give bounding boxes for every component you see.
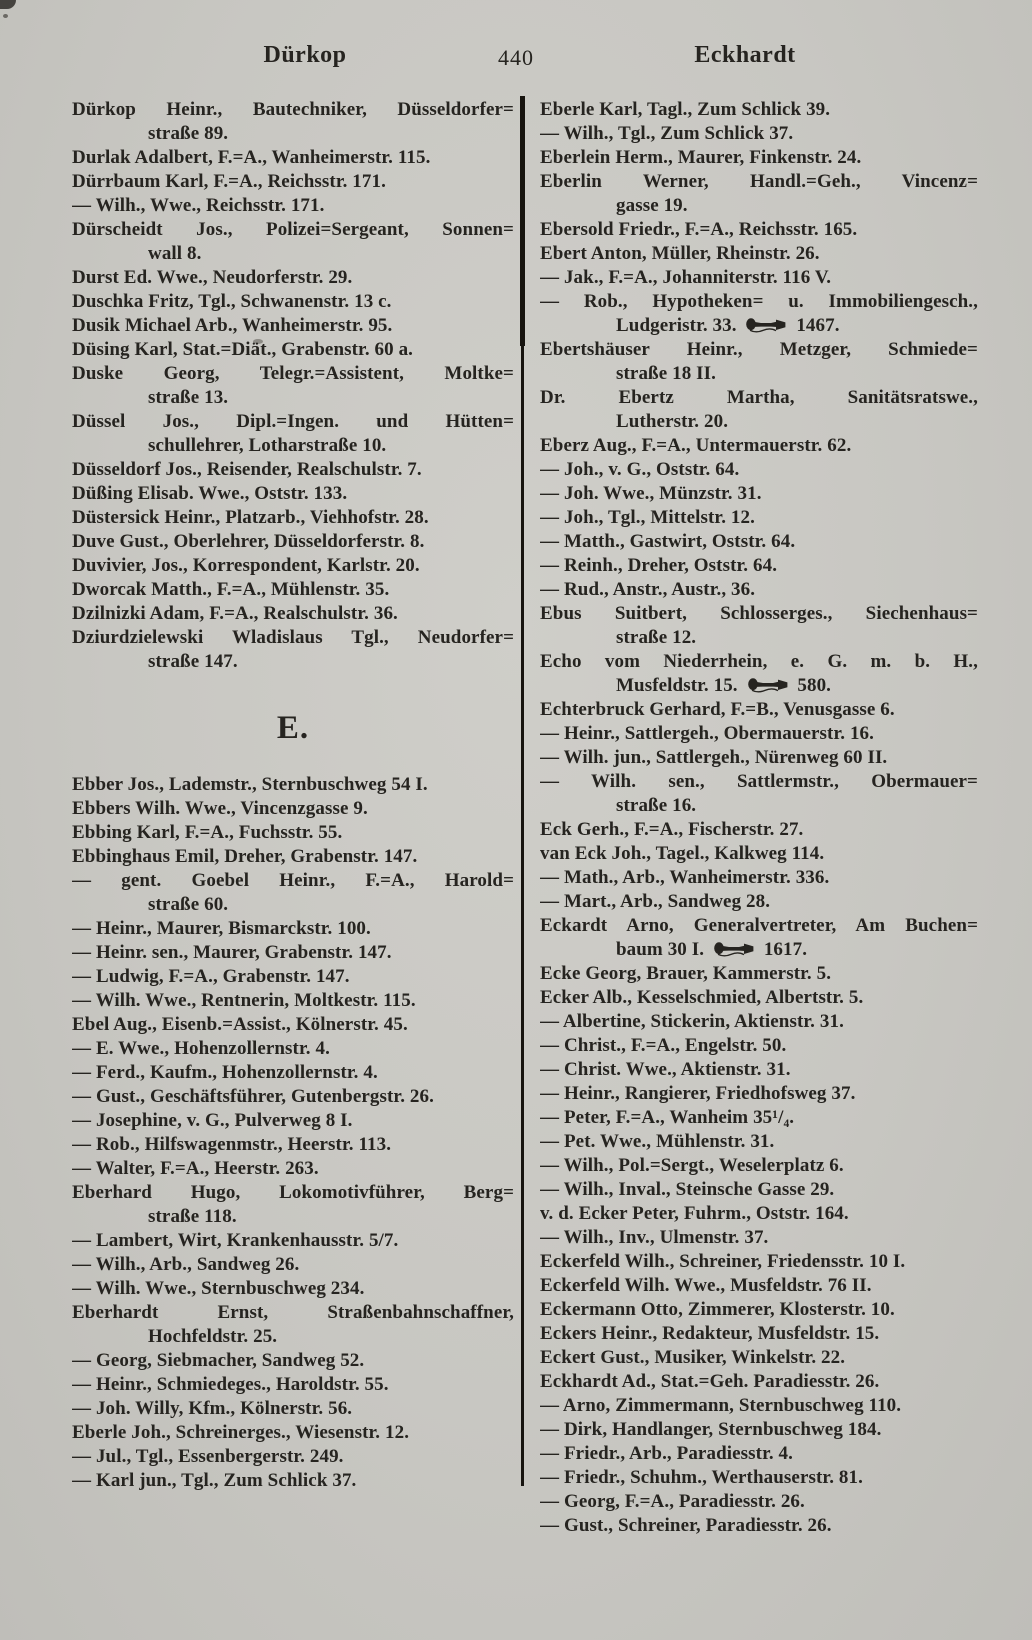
entry-line: Musfeldstr. 15. 580. bbox=[616, 675, 832, 696]
entry-line: — Georg, Siebmacher, Sandweg 52. bbox=[72, 1350, 365, 1371]
entry-line: Ebus Suitbert, Schlosserges., Siechenhaus= bbox=[540, 603, 978, 624]
entry-line: straße 147. bbox=[148, 651, 238, 672]
entry-line: Duschka Fritz, Tgl., Schwanenstr. 13 c. bbox=[72, 291, 392, 312]
entry-line: Eckers Heinr., Redakteur, Musfeldstr. 15. bbox=[540, 1323, 880, 1344]
entry-line: Durlak Adalbert, F.=A., Wanheimerstr. 115. bbox=[72, 147, 431, 168]
entry-line: — Wilh. Wwe., Rentnerin, Moltkestr. 115. bbox=[72, 990, 416, 1011]
entry-line: — Josephine, v. G., Pulverweg 8 I. bbox=[72, 1110, 353, 1131]
entry-line: straße 89. bbox=[148, 123, 229, 144]
directory-entry bbox=[540, 1466, 978, 1490]
directory-entry bbox=[540, 506, 978, 530]
entry-line: Dürkop Heinr., Bautechniker, Düsseldorfer= bbox=[72, 99, 514, 120]
directory-entry bbox=[72, 602, 514, 626]
entry-line: — Wilh. jun., Sattlergeh., Nürenweg 60 II. bbox=[540, 747, 888, 768]
entry-line: schullehrer, Lotharstraße 10. bbox=[148, 435, 387, 456]
directory-entry bbox=[72, 941, 514, 965]
entry-line: — Joh. Willy, Kfm., Kölnerstr. 56. bbox=[72, 1398, 353, 1419]
entry-line: Dusik Michael Arb., Wanheimerstr. 95. bbox=[72, 315, 393, 336]
entry-line: Duske Georg, Telegr.=Assistent, Moltke= bbox=[72, 363, 514, 384]
directory-column-right bbox=[540, 98, 978, 1538]
telephone-receiver-icon bbox=[746, 318, 786, 333]
entry-line: — Georg, F.=A., Paradiesstr. 26. bbox=[540, 1491, 805, 1512]
entry-line: Eckerfeld Wilh., Schreiner, Friedensstr. 10 I. bbox=[540, 1251, 906, 1272]
directory-entry bbox=[540, 1274, 978, 1298]
directory-entry bbox=[540, 242, 978, 266]
entry-line: Ebber Jos., Lademstr., Sternbuschweg 54 I. bbox=[72, 774, 428, 795]
entry-line: Duve Gust., Oberlehrer, Düsseldorferstr. 8. bbox=[72, 531, 425, 552]
entry-line: — Wilh. sen., Sattlermstr., Obermauer= bbox=[540, 771, 978, 792]
entry-line: — Rob., Hypotheken= u. Immobiliengesch., bbox=[540, 291, 978, 312]
entry-line: — Math., Arb., Wanheimerstr. 336. bbox=[540, 867, 830, 888]
directory-entry bbox=[540, 722, 978, 746]
entry-line: — Ludwig, F.=A., Grabenstr. 147. bbox=[72, 966, 350, 987]
directory-entry bbox=[540, 1202, 978, 1226]
entry-line: van Eck Joh., Tagel., Kalkweg 114. bbox=[540, 843, 825, 864]
page-number: 440 bbox=[498, 45, 534, 70]
entry-line: — Heinr., Sattlergeh., Obermauerstr. 16. bbox=[540, 723, 874, 744]
directory-entry bbox=[72, 1445, 514, 1469]
directory-entry bbox=[72, 218, 514, 266]
entry-line: — Wilh., Inv., Ulmenstr. 37. bbox=[540, 1227, 769, 1248]
entry-line: — Joh., v. G., Oststr. 64. bbox=[540, 459, 740, 480]
directory-entry bbox=[72, 458, 514, 482]
directory-entry bbox=[72, 554, 514, 578]
entry-line: — Wilh., Tgl., Zum Schlick 37. bbox=[540, 123, 794, 144]
directory-entry bbox=[72, 1229, 514, 1253]
entry-line: — Rob., Hilfswagenmstr., Heerstr. 113. bbox=[72, 1134, 392, 1155]
directory-entry bbox=[540, 1058, 978, 1082]
directory-entry bbox=[540, 842, 978, 866]
directory-entry bbox=[72, 1013, 514, 1037]
entry-line: Ludgeristr. 33. 1467. bbox=[616, 315, 840, 336]
entry-line: Eckardt Arno, Generalvertreter, Am Buchen= bbox=[540, 915, 978, 936]
entry-line: — Heinr. sen., Maurer, Grabenstr. 147. bbox=[72, 942, 392, 963]
directory-entry bbox=[540, 218, 978, 242]
directory-entry bbox=[540, 434, 978, 458]
directory-entry bbox=[540, 746, 978, 770]
directory-entry bbox=[72, 1469, 514, 1493]
directory-entry bbox=[540, 170, 978, 218]
entry-line: straße 12. bbox=[616, 627, 697, 648]
directory-entry bbox=[540, 914, 978, 962]
entry-line: v. d. Ecker Peter, Fuhrm., Oststr. 164. bbox=[540, 1203, 849, 1224]
directory-entry bbox=[72, 1037, 514, 1061]
directory-entry bbox=[72, 1421, 514, 1445]
column-divider-rule bbox=[521, 96, 524, 1486]
entry-line: — Heinr., Rangierer, Friedhofsweg 37. bbox=[540, 1083, 856, 1104]
entry-line: — Heinr., Schmiedeges., Haroldstr. 55. bbox=[72, 1374, 389, 1395]
directory-entry bbox=[540, 338, 978, 386]
entry-line: Eberlein Herm., Maurer, Finkenstr. 24. bbox=[540, 147, 862, 168]
directory-entry bbox=[540, 1418, 978, 1442]
directory-entry bbox=[540, 1322, 978, 1346]
directory-entry bbox=[540, 650, 978, 698]
directory-entry bbox=[540, 770, 978, 818]
directory-entry bbox=[72, 530, 514, 554]
scan-speck bbox=[3, 14, 8, 18]
directory-entry bbox=[72, 773, 514, 797]
directory-entry bbox=[540, 122, 978, 146]
entry-line: Dürscheidt Jos., Polizei=Sergeant, Sonnen= bbox=[72, 219, 514, 240]
directory-entry bbox=[72, 1133, 514, 1157]
entry-line: baum 30 I. 1617. bbox=[616, 939, 808, 960]
directory-entry bbox=[540, 1514, 978, 1538]
directory-entry bbox=[540, 266, 978, 290]
directory-entry bbox=[72, 917, 514, 941]
directory-entry bbox=[540, 1346, 978, 1370]
directory-entry bbox=[540, 458, 978, 482]
directory-entry bbox=[72, 1157, 514, 1181]
entry-line: Dworcak Matth., F.=A., Mühlenstr. 35. bbox=[72, 579, 390, 600]
entry-line: wall 8. bbox=[148, 243, 202, 264]
directory-entry bbox=[540, 1082, 978, 1106]
entry-line: Düstersick Heinr., Platzarb., Viehhofstr. 28. bbox=[72, 507, 429, 528]
directory-entry bbox=[72, 362, 514, 410]
entry-line: — E. Wwe., Hohenzollernstr. 4. bbox=[72, 1038, 330, 1059]
entry-line: Durst Ed. Wwe., Neudorferstr. 29. bbox=[72, 267, 353, 288]
scan-corner-artifact bbox=[0, 0, 16, 9]
directory-entry bbox=[72, 1253, 514, 1277]
entry-line: Düsseldorf Jos., Reisender, Realschulstr. 7. bbox=[72, 459, 422, 480]
directory-entry bbox=[540, 986, 978, 1010]
entry-line: — Christ., F.=A., Engelstr. 50. bbox=[540, 1035, 787, 1056]
directory-entry bbox=[540, 554, 978, 578]
directory-entry bbox=[72, 506, 514, 530]
entry-line: Duvivier, Jos., Korrespondent, Karlstr. 20. bbox=[72, 555, 420, 576]
entry-line: — Arno, Zimmermann, Sternbuschweg 110. bbox=[540, 1395, 902, 1416]
entry-line: — Joh. Wwe., Münzstr. 31. bbox=[540, 483, 762, 504]
entry-line: — Dirk, Handlanger, Sternbuschweg 184. bbox=[540, 1419, 882, 1440]
entry-line: straße 13. bbox=[148, 387, 229, 408]
directory-entry bbox=[540, 290, 978, 338]
section-heading: E. bbox=[276, 710, 310, 746]
entry-line: Ebert Anton, Müller, Rheinstr. 26. bbox=[540, 243, 820, 264]
entry-line: — Rud., Anstr., Austr., 36. bbox=[540, 579, 756, 600]
entry-line: — Friedr., Arb., Paradiesstr. 4. bbox=[540, 1443, 794, 1464]
directory-column-left bbox=[72, 98, 514, 1493]
entry-line: Ecker Alb., Kesselschmied, Albertstr. 5. bbox=[540, 987, 864, 1008]
entry-line: Ebel Aug., Eisenb.=Assist., Kölnerstr. 45. bbox=[72, 1014, 408, 1035]
telephone-receiver-icon bbox=[748, 678, 788, 693]
entry-line: — Friedr., Schuhm., Werthauserstr. 81. bbox=[540, 1467, 863, 1488]
directory-entry bbox=[72, 869, 514, 917]
directory-entry bbox=[540, 1250, 978, 1274]
directory-entry bbox=[540, 146, 978, 170]
directory-entry bbox=[540, 386, 978, 434]
entry-line: — Jak., F.=A., Johanniterstr. 116 V. bbox=[540, 267, 832, 288]
entry-line: — Peter, F.=A., Wanheim 35¹/₄. bbox=[540, 1107, 795, 1128]
entry-line: — Wilh., Arb., Sandweg 26. bbox=[72, 1254, 300, 1275]
directory-entry bbox=[72, 1061, 514, 1085]
directory-entry bbox=[72, 845, 514, 869]
entry-line: Ebbers Wilh. Wwe., Vincenzgasse 9. bbox=[72, 798, 368, 819]
directory-entry bbox=[72, 410, 514, 458]
directory-entry bbox=[540, 1178, 978, 1202]
entry-line: Ebbinghaus Emil, Dreher, Grabenstr. 147. bbox=[72, 846, 418, 867]
entry-line: Dzilnizki Adam, F.=A., Realschulstr. 36. bbox=[72, 603, 398, 624]
entry-line: — Heinr., Maurer, Bismarckstr. 100. bbox=[72, 918, 371, 939]
telephone-receiver-icon bbox=[714, 942, 754, 957]
directory-entry bbox=[72, 1085, 514, 1109]
directory-entry bbox=[72, 1301, 514, 1349]
entry-line: Ebbing Karl, F.=A., Fuchsstr. 55. bbox=[72, 822, 343, 843]
entry-line: Eberle Karl, Tagl., Zum Schlick 39. bbox=[540, 99, 831, 120]
directory-entry bbox=[72, 1277, 514, 1301]
directory-entry bbox=[72, 170, 514, 194]
directory-entry bbox=[540, 1442, 978, 1466]
directory-entry bbox=[72, 482, 514, 506]
entry-line: Ecke Georg, Brauer, Kammerstr. 5. bbox=[540, 963, 832, 984]
entry-line: — Ferd., Kaufm., Hohenzollernstr. 4. bbox=[72, 1062, 378, 1083]
directory-entry bbox=[540, 602, 978, 650]
directory-entry bbox=[540, 890, 978, 914]
directory-entry bbox=[540, 962, 978, 986]
entry-line: Eberhardt Ernst, Straßenbahnschaffner, bbox=[72, 1302, 514, 1323]
entry-line: — Lambert, Wirt, Krankenhausstr. 5/7. bbox=[72, 1230, 399, 1251]
entry-line: Eberlin Werner, Handl.=Geh., Vincenz= bbox=[540, 171, 978, 192]
directory-entry bbox=[72, 1181, 514, 1229]
directory-entry bbox=[72, 989, 514, 1013]
directory-entry bbox=[72, 1109, 514, 1133]
directory-entry bbox=[72, 965, 514, 989]
directory-entry bbox=[540, 1394, 978, 1418]
entry-line: — gent. Goebel Heinr., F.=A., Harold= bbox=[72, 870, 514, 891]
entry-line: — Reinh., Dreher, Oststr. 64. bbox=[540, 555, 778, 576]
entry-line: — Christ. Wwe., Aktienstr. 31. bbox=[540, 1059, 791, 1080]
directory-entry bbox=[72, 98, 514, 146]
entry-line: straße 118. bbox=[148, 1206, 237, 1227]
entry-line: — Albertine, Stickerin, Aktienstr. 31. bbox=[540, 1011, 844, 1032]
directory-entry bbox=[540, 1490, 978, 1514]
directory-entry bbox=[540, 1130, 978, 1154]
entry-line: straße 18 II. bbox=[616, 363, 716, 384]
running-head-right: Eckhardt bbox=[694, 42, 796, 68]
directory-entry bbox=[540, 1298, 978, 1322]
entry-line: Eckerfeld Wilh. Wwe., Musfeldstr. 76 II. bbox=[540, 1275, 872, 1296]
entry-line: Dziurdzielewski Wladislaus Tgl., Neudorfer= bbox=[72, 627, 514, 648]
directory-entry bbox=[72, 626, 514, 674]
directory-entry bbox=[72, 1349, 514, 1373]
entry-line: Eberz Aug., F.=A., Untermauerstr. 62. bbox=[540, 435, 852, 456]
entry-line: — Jul., Tgl., Essenbergerstr. 249. bbox=[72, 1446, 344, 1467]
directory-entry bbox=[540, 482, 978, 506]
entry-line: straße 16. bbox=[616, 795, 697, 816]
directory-entry bbox=[540, 866, 978, 890]
entry-line: Hochfeldstr. 25. bbox=[148, 1326, 278, 1347]
directory-entry bbox=[72, 797, 514, 821]
entry-line: Dürrbaum Karl, F.=A., Reichsstr. 171. bbox=[72, 171, 386, 192]
entry-line: — Wilh., Inval., Steinsche Gasse 29. bbox=[540, 1179, 835, 1200]
entry-line: Eberhard Hugo, Lokomotivführer, Berg= bbox=[72, 1182, 514, 1203]
directory-entry bbox=[540, 98, 978, 122]
directory-entry bbox=[540, 578, 978, 602]
directory-entry bbox=[540, 1106, 978, 1130]
directory-entry bbox=[540, 1370, 978, 1394]
directory-entry bbox=[72, 290, 514, 314]
directory-entry bbox=[540, 818, 978, 842]
entry-line: Eckermann Otto, Zimmerer, Klosterstr. 10. bbox=[540, 1299, 895, 1320]
entry-line: straße 60. bbox=[148, 894, 229, 915]
directory-entry bbox=[72, 1397, 514, 1421]
entry-line: Eckhardt Ad., Stat.=Geh. Paradiesstr. 26. bbox=[540, 1371, 880, 1392]
directory-entry bbox=[72, 194, 514, 218]
entry-line: — Wilh., Wwe., Reichsstr. 171. bbox=[72, 195, 325, 216]
entry-line: Eck Gerh., F.=A., Fischerstr. 27. bbox=[540, 819, 804, 840]
entry-line: Lutherstr. 20. bbox=[616, 411, 729, 432]
entry-line: Düsing Karl, Stat.=Diät., Grabenstr. 60 a. bbox=[72, 339, 414, 360]
directory-entry bbox=[540, 1034, 978, 1058]
directory-entry bbox=[540, 1010, 978, 1034]
entry-line: — Gust., Schreiner, Paradiesstr. 26. bbox=[540, 1515, 832, 1536]
directory-entry bbox=[72, 314, 514, 338]
entry-line: gasse 19. bbox=[616, 195, 688, 216]
entry-line: Ebersold Friedr., F.=A., Reichsstr. 165. bbox=[540, 219, 858, 240]
entry-line: — Matth., Gastwirt, Oststr. 64. bbox=[540, 531, 796, 552]
entry-line: Eberle Joh., Schreinerges., Wiesenstr. 12. bbox=[72, 1422, 410, 1443]
directory-entry bbox=[72, 338, 514, 362]
directory-entry bbox=[72, 578, 514, 602]
running-head-left: Dürkop bbox=[263, 42, 347, 68]
directory-entry bbox=[540, 1226, 978, 1250]
directory-entry bbox=[72, 266, 514, 290]
entry-line: — Mart., Arb., Sandweg 28. bbox=[540, 891, 771, 912]
directory-entry bbox=[540, 530, 978, 554]
entry-line: — Wilh. Wwe., Sternbuschweg 234. bbox=[72, 1278, 365, 1299]
entry-line: Düssel Jos., Dipl.=Ingen. und Hütten= bbox=[72, 411, 514, 432]
entry-line: Echo vom Niederrhein, e. G. m. b. H., bbox=[540, 651, 978, 672]
directory-entry bbox=[72, 146, 514, 170]
entry-line: Düßing Elisab. Wwe., Oststr. 133. bbox=[72, 483, 348, 504]
entry-line: — Joh., Tgl., Mittelstr. 12. bbox=[540, 507, 755, 528]
entry-line: Eckert Gust., Musiker, Winkelstr. 22. bbox=[540, 1347, 846, 1368]
entry-line: — Wilh., Pol.=Sergt., Weselerplatz 6. bbox=[540, 1155, 844, 1176]
entry-line: Dr. Ebertz Martha, Sanitätsratswe., bbox=[540, 387, 978, 408]
entry-line: — Karl jun., Tgl., Zum Schlick 37. bbox=[72, 1470, 357, 1491]
directory-entry bbox=[540, 698, 978, 722]
directory-entry bbox=[540, 1154, 978, 1178]
directory-entry bbox=[72, 821, 514, 845]
entry-line: — Gust., Geschäftsführer, Gutenbergstr. 26. bbox=[72, 1086, 434, 1107]
entry-line: — Walter, F.=A., Heerstr. 263. bbox=[72, 1158, 319, 1179]
entry-line: — Pet. Wwe., Mühlenstr. 31. bbox=[540, 1131, 775, 1152]
entry-line: Echterbruck Gerhard, F.=B., Venusgasse 6. bbox=[540, 699, 895, 720]
directory-entry bbox=[72, 1373, 514, 1397]
entry-line: Ebertshäuser Heinr., Metzger, Schmiede= bbox=[540, 339, 978, 360]
